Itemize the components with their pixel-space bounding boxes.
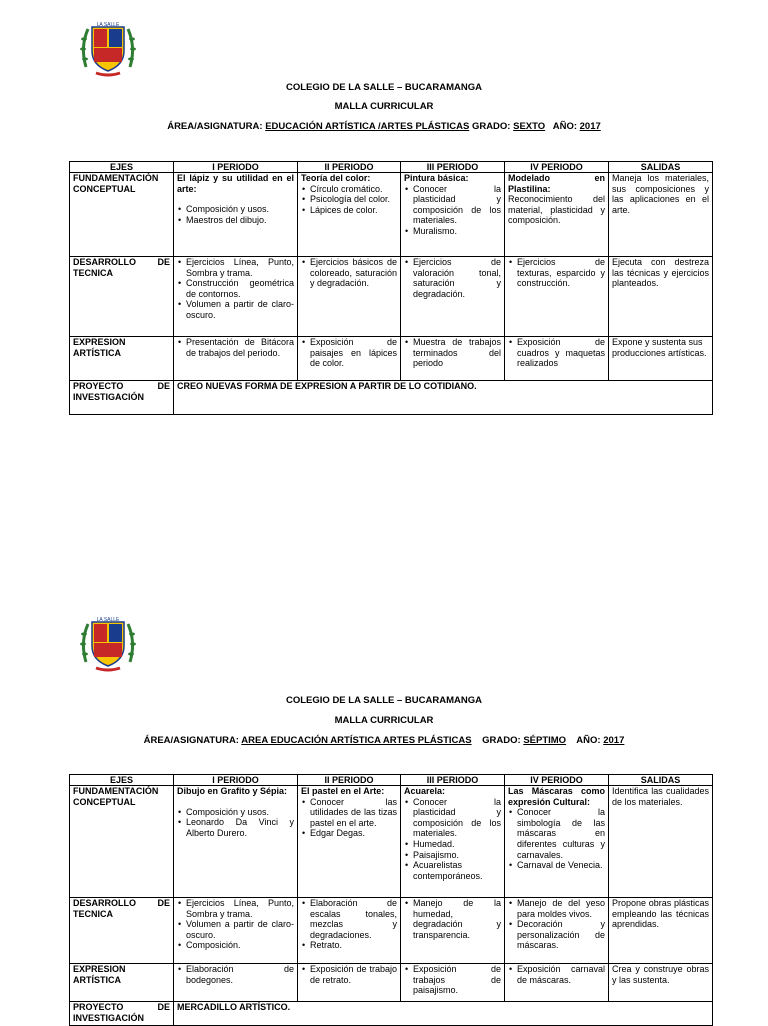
col-periodo-2: II PERIODO [298, 162, 401, 173]
cell-title: El lápiz y su utilidad en el arte: [177, 173, 294, 194]
col-salidas: SALIDAS [609, 162, 713, 173]
col-periodo-3: III PERIODO [401, 775, 505, 786]
list-item: • Círculo cromático. [301, 184, 397, 195]
list-item: • Volumen a partir de claro-oscuro. [177, 299, 294, 320]
list-item: • Construcción geométrica de contornos. [177, 278, 294, 299]
table-row-expresion [70, 337, 713, 381]
list-item: • Retrato. [301, 940, 397, 951]
cell-desa-p4 [505, 257, 609, 337]
cell-title: El pastel en el Arte: [301, 786, 385, 796]
cell-expr-p3 [401, 964, 505, 1002]
col-periodo-2: II PERIODO [298, 775, 401, 786]
table-row-desarrollo [70, 898, 713, 964]
cell-proyecto: MERCADILLO ARTÍSTICO. [174, 1002, 713, 1026]
svg-text:LA SALLE: LA SALLE [96, 617, 120, 623]
cell-desa-p1 [174, 257, 298, 337]
list-item: • Ejercicios Línea, Punto, Sombra y trama. [177, 898, 294, 919]
cell-expr-p4 [505, 337, 609, 381]
cell-expr-p1 [174, 337, 298, 381]
list-item: • Muestra de trabajos terminados del periodo [404, 337, 501, 369]
list-item: • Ejercicios de valoración tonal, saturación y degradación. [404, 257, 501, 299]
list-item: • Composición. [177, 940, 294, 951]
cell-proyecto: CREO NUEVAS FORMA DE EXPRESION A PARTIR DE LO COTIDIANO. [174, 381, 713, 415]
grado-value: SÉPTIMO [523, 735, 567, 746]
table-header-row [70, 775, 713, 786]
row-label-expresion: EXPRESION ARTÍSTICA [70, 964, 174, 1002]
cell-fund-p2 [298, 173, 401, 257]
list-item: • Ejercicios de texturas, esparcido y construcción. [508, 257, 605, 289]
cell-expr-p3 [401, 337, 505, 381]
school-name: COLEGIO DE LA SALLE – BUCARAMANGA [286, 695, 482, 706]
list-item: • Conocer la simbología de las máscaras en diferentes culturas y carnavales. [508, 807, 605, 860]
cell-expr-p2 [298, 964, 401, 1002]
list-item: • Paisajismo. [404, 850, 501, 861]
row-label-fundamentacion: FUNDAMENTACIÓN CONCEPTUAL [70, 173, 174, 257]
area-label: ÁREA/ASIGNATURA: [167, 121, 263, 132]
col-ejes: EJES [70, 775, 174, 786]
cell-fund-p4 [505, 173, 609, 257]
table-row-expresion [70, 964, 713, 1002]
cell-fund-salida: Maneja los materiales, sus composiciones y las aplicaciones en el arte. [609, 173, 713, 257]
curriculum-table-septimo [69, 774, 713, 1026]
cell-title: Pintura básica: [404, 173, 469, 183]
list-item: • Manejo de del yeso para moldes vivos. [508, 898, 605, 919]
document-title: MALLA CURRICULAR [334, 715, 434, 726]
list-item: • Leonardo Da Vinci y Alberto Durero. [177, 817, 294, 838]
list-item: • Conocer las utilidades de las tizas pastel en el arte. [301, 797, 397, 829]
cell-text: Reconocimiento del material, plasticidad y composición. [508, 194, 605, 226]
col-periodo-4: IV PERIODO [505, 162, 609, 173]
col-salidas: SALIDAS [609, 775, 713, 786]
cell-title: Las Máscaras como expresión Cultural: [508, 786, 605, 807]
list-item: • Edgar Degas. [301, 828, 397, 839]
cell-expr-p2 [298, 337, 401, 381]
list-item: • Exposición de paisajes en lápices de color. [301, 337, 397, 369]
list-item: • Conocer la plasticidad y composición de los materiales. [404, 797, 501, 839]
col-periodo-1: I PERIODO [174, 775, 298, 786]
col-ejes: EJES [70, 162, 174, 173]
list-item: • Exposición de trabajo de retrato. [301, 964, 397, 985]
row-label-proyecto: PROYECTO DE INVESTIGACIÓN [70, 381, 174, 415]
row-label-desarrollo: DESARROLLO DE TECNICA [70, 257, 174, 337]
list-item: • Muralismo. [404, 226, 501, 237]
school-name: COLEGIO DE LA SALLE – BUCARAMANGA [286, 82, 482, 93]
cell-desa-p4 [505, 898, 609, 964]
cell-fund-p3 [401, 173, 505, 257]
anio-value: 2017 [579, 121, 601, 132]
area-label: ÁREA/ASIGNATURA: [143, 735, 239, 746]
cell-fund-p4 [505, 786, 609, 898]
cell-expr-salida: Expone y sustenta sus producciones artísticas. [609, 337, 713, 381]
area-grado-line [0, 735, 768, 747]
list-item: • Lápices de color. [301, 205, 397, 216]
list-item: • Carnaval de Venecia. [508, 860, 605, 871]
table-header-row [70, 162, 713, 173]
list-item: • Composición y usos. [177, 807, 294, 818]
list-item: • Decoración y personalización de máscaras. [508, 919, 605, 951]
cell-desa-salida: Propone obras plásticas empleando las técnicas aprendidas. [609, 898, 713, 964]
cell-desa-p3 [401, 898, 505, 964]
cell-title: Dibujo en Grafito y Sépia: [177, 786, 288, 796]
list-item: • Presentación de Bitácora de trabajos del periodo. [177, 337, 294, 358]
row-label-proyecto: PROYECTO DE INVESTIGACIÓN [70, 1002, 174, 1026]
cell-desa-p3 [401, 257, 505, 337]
list-item: • Acuarelistas contemporáneos. [404, 860, 501, 881]
cell-title: Modelado en Plastilina: [508, 173, 605, 194]
cell-desa-p1 [174, 898, 298, 964]
list-item: • Elaboración de bodegones. [177, 964, 294, 985]
list-item: • Ejercicios básicos de coloreado, saturación y degradación. [301, 257, 397, 289]
cell-desa-salida: Ejecuta con destreza las técnicas y ejercicios planteados. [609, 257, 713, 337]
cell-expr-salida: Crea y construye obras y las sustenta. [609, 964, 713, 1002]
cell-desa-p2 [298, 257, 401, 337]
list-item: • Humedad. [404, 839, 501, 850]
grado-value: SEXTO [513, 121, 546, 132]
cell-desa-p2 [298, 898, 401, 964]
row-label-fundamentacion: FUNDAMENTACIÓN CONCEPTUAL [70, 786, 174, 898]
list-item: • Manejo de la humedad, degradación y transparencia. [404, 898, 501, 940]
table-row-proyecto [70, 1002, 713, 1026]
cell-title: Acuarela: [404, 786, 446, 796]
cell-expr-p4 [505, 964, 609, 1002]
grado-label: GRADO: [482, 735, 521, 746]
cell-expr-p1 [174, 964, 298, 1002]
cell-fund-p2 [298, 786, 401, 898]
list-item: • Ejercicios Línea, Punto, Sombra y trama. [177, 257, 294, 278]
list-item: • Exposición carnaval de máscaras. [508, 964, 605, 985]
row-label-expresion: EXPRESION ARTÍSTICA [70, 337, 174, 381]
anio-value: 2017 [603, 735, 625, 746]
col-periodo-4: IV PERIODO [505, 775, 609, 786]
svg-text:LA SALLE: LA SALLE [96, 22, 120, 28]
list-item: • Psicología del color. [301, 194, 397, 205]
school-crest-logo [78, 17, 138, 79]
list-item: • Exposición de trabajos de paisajismo. [404, 964, 501, 996]
table-row-fundamentacion [70, 786, 713, 898]
area-value: AREA EDUCACIÓN ARTÍSTICA ARTES PLÁSTICAS [241, 735, 472, 746]
table-row-proyecto [70, 381, 713, 415]
list-item: • Composición y usos. [177, 204, 294, 215]
area-value: EDUCACIÓN ARTÍSTICA /ARTES PLÁSTICAS [265, 121, 470, 132]
cell-title: Teoría del color: [301, 173, 371, 183]
grado-label: GRADO: [471, 121, 511, 132]
list-item: • Volumen a partir de claro-oscuro. [177, 919, 294, 940]
document-title: MALLA CURRICULAR [334, 101, 434, 112]
table-row-fundamentacion [70, 173, 713, 257]
school-crest-logo [78, 612, 138, 674]
cell-fund-p1 [174, 173, 298, 257]
table-row-desarrollo [70, 257, 713, 337]
cell-fund-salida: Identifica las cualidades de los materiales. [609, 786, 713, 898]
list-item: • Maestros del dibujo. [177, 215, 294, 226]
col-periodo-3: III PERIODO [401, 162, 505, 173]
curriculum-table-sexto [69, 161, 713, 415]
cell-fund-p1 [174, 786, 298, 898]
list-item: • Conocer la plasticidad y composición de los materiales. [404, 184, 501, 226]
anio-label: AÑO: [552, 121, 577, 132]
area-grado-line [0, 121, 768, 133]
anio-label: AÑO: [576, 735, 601, 746]
list-item: • Elaboración de escalas tonales, mezclas y degradaciones. [301, 898, 397, 940]
cell-fund-p3 [401, 786, 505, 898]
row-label-desarrollo: DESARROLLO DE TECNICA [70, 898, 174, 964]
col-periodo-1: I PERIODO [174, 162, 298, 173]
list-item: • Exposición de cuadros y maquetas realizados [508, 337, 605, 369]
